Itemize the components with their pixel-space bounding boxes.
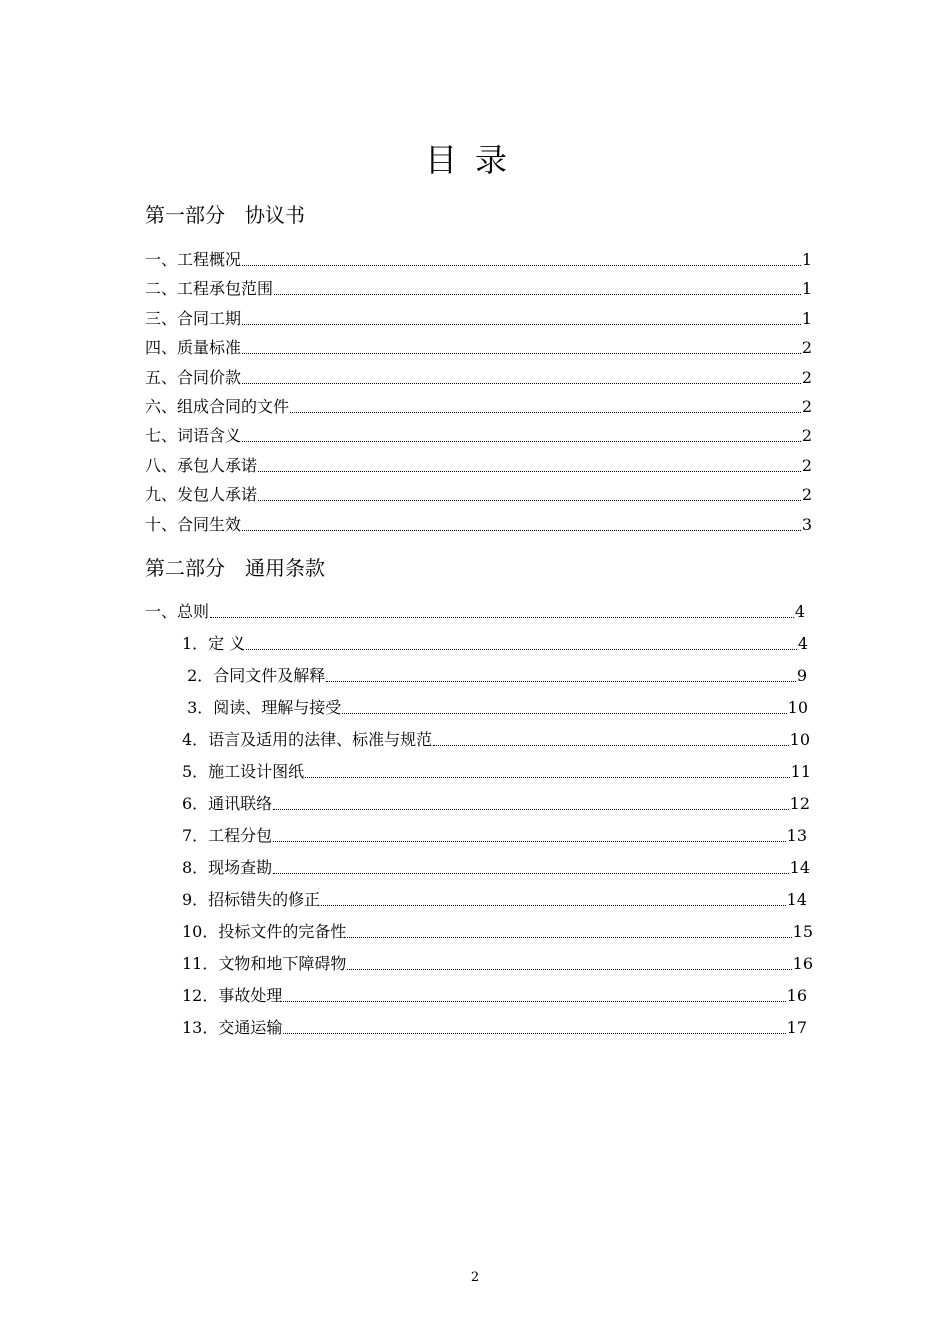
toc-label: 12．事故处理 <box>182 986 283 1005</box>
toc-leader <box>242 440 801 442</box>
toc-leader <box>273 840 785 842</box>
toc-page: 15 <box>792 922 813 941</box>
toc-page: 2 <box>801 397 812 416</box>
toc-label: 11．文物和地下障碍物 <box>182 954 347 973</box>
toc-label: 二、工程承包范围 <box>145 279 274 299</box>
toc-entry[interactable] <box>145 484 812 506</box>
toc-label: 四、质量标准 <box>145 338 242 358</box>
page-title: 目录 <box>424 141 525 179</box>
part1-heading: 第一部分 协议书 <box>145 203 305 227</box>
toc-entry[interactable] <box>182 985 807 1007</box>
toc-label: 6．通讯联络 <box>182 794 273 813</box>
toc-label: 4．语言及适用的法律、标准与规范 <box>182 730 433 749</box>
toc-page: 2 <box>801 455 812 475</box>
toc-entry[interactable] <box>145 514 812 536</box>
toc-page: 11 <box>790 762 811 781</box>
toc-leader <box>305 776 789 778</box>
toc-label: 五、合同价款 <box>145 367 242 387</box>
toc-entry[interactable] <box>145 249 812 271</box>
toc-entry[interactable] <box>182 633 808 655</box>
toc-entry[interactable] <box>182 921 813 943</box>
toc-section-general[interactable] <box>145 601 805 623</box>
toc-leader <box>321 904 785 906</box>
toc-page: 14 <box>786 890 807 909</box>
toc-page: 10 <box>789 730 810 749</box>
toc-page: 4 <box>797 634 808 653</box>
toc-label: 10．投标文件的完备性 <box>182 922 347 941</box>
toc-page: 2 <box>801 485 812 505</box>
toc-entry[interactable] <box>182 1017 807 1039</box>
toc-page: 12 <box>789 794 810 813</box>
toc-label: 七、词语含义 <box>145 426 242 446</box>
toc-label: 一、总则 <box>145 602 210 621</box>
toc-entry[interactable] <box>145 396 812 418</box>
toc-page: 3 <box>801 514 812 534</box>
toc-entry[interactable] <box>145 278 812 300</box>
toc-entry[interactable] <box>182 729 810 751</box>
toc-label: 三、合同工期 <box>145 308 242 328</box>
toc-page: 2 <box>801 426 812 446</box>
toc-entry[interactable] <box>145 337 812 359</box>
toc-entry[interactable] <box>182 857 810 879</box>
toc-leader <box>210 616 794 618</box>
toc-entry[interactable] <box>182 697 808 719</box>
toc-page: 17 <box>786 1018 807 1037</box>
toc-label: 9．招标错失的修正 <box>182 890 321 909</box>
toc-entry[interactable] <box>182 889 807 911</box>
toc-leader <box>347 968 791 970</box>
toc-leader <box>433 744 788 746</box>
toc-entry[interactable] <box>182 793 810 815</box>
toc-leader <box>246 648 797 650</box>
toc-entry[interactable] <box>182 953 813 975</box>
toc-page: 1 <box>801 279 812 299</box>
toc-label: 7．工程分包 <box>182 826 273 845</box>
toc-label: 六、组成合同的文件 <box>145 397 290 416</box>
toc-entry[interactable] <box>182 761 811 783</box>
toc-label: 十、合同生效 <box>145 514 242 534</box>
toc-page: 1 <box>801 250 812 269</box>
toc-entry[interactable] <box>145 308 812 330</box>
toc-label: 8．现场查勘 <box>182 858 273 877</box>
toc-leader <box>242 352 801 354</box>
toc-leader <box>258 499 801 501</box>
toc-leader <box>242 323 801 325</box>
toc-label: 1．定 义 <box>182 634 246 653</box>
toc-entry[interactable] <box>182 825 807 847</box>
toc-page: 13 <box>786 826 807 845</box>
toc-label: 八、承包人承诺 <box>145 455 258 475</box>
toc-entry[interactable] <box>145 425 812 447</box>
part2-heading: 第二部分 通用条款 <box>145 556 325 580</box>
toc-page: 1 <box>801 308 812 328</box>
toc-page: 2 <box>801 367 812 387</box>
toc-leader <box>273 808 788 810</box>
toc-leader <box>342 712 786 714</box>
toc-leader <box>283 1000 785 1002</box>
toc-entry[interactable] <box>145 455 812 477</box>
toc-leader <box>274 293 801 295</box>
toc-label: 3．阅读、理解与接受 <box>182 698 342 717</box>
toc-leader <box>326 680 796 682</box>
toc-leader <box>258 470 801 472</box>
toc-page: 16 <box>786 986 807 1005</box>
toc-page: 4 <box>794 602 805 621</box>
toc-page: 2 <box>801 338 812 358</box>
toc-page: 10 <box>787 698 808 717</box>
toc-page: 16 <box>792 954 813 973</box>
toc-label: 5．施工设计图纸 <box>182 762 305 781</box>
toc-leader <box>242 264 801 266</box>
toc-label: 2．合同文件及解释 <box>182 666 326 685</box>
toc-leader <box>290 411 801 413</box>
toc-page: 14 <box>789 858 810 877</box>
toc-label: 九、发包人承诺 <box>145 485 258 505</box>
toc-label: 一、工程概况 <box>145 250 242 269</box>
toc-page: 9 <box>796 666 807 685</box>
toc-label: 13．交通运输 <box>182 1018 283 1037</box>
toc-leader <box>242 382 801 384</box>
toc-leader <box>242 529 801 531</box>
toc-entry[interactable] <box>145 367 812 389</box>
toc-entry[interactable] <box>182 665 807 687</box>
page-number: 2 <box>470 1270 480 1285</box>
toc-leader <box>283 1032 785 1034</box>
toc-leader <box>347 936 791 938</box>
toc-leader <box>273 872 788 874</box>
